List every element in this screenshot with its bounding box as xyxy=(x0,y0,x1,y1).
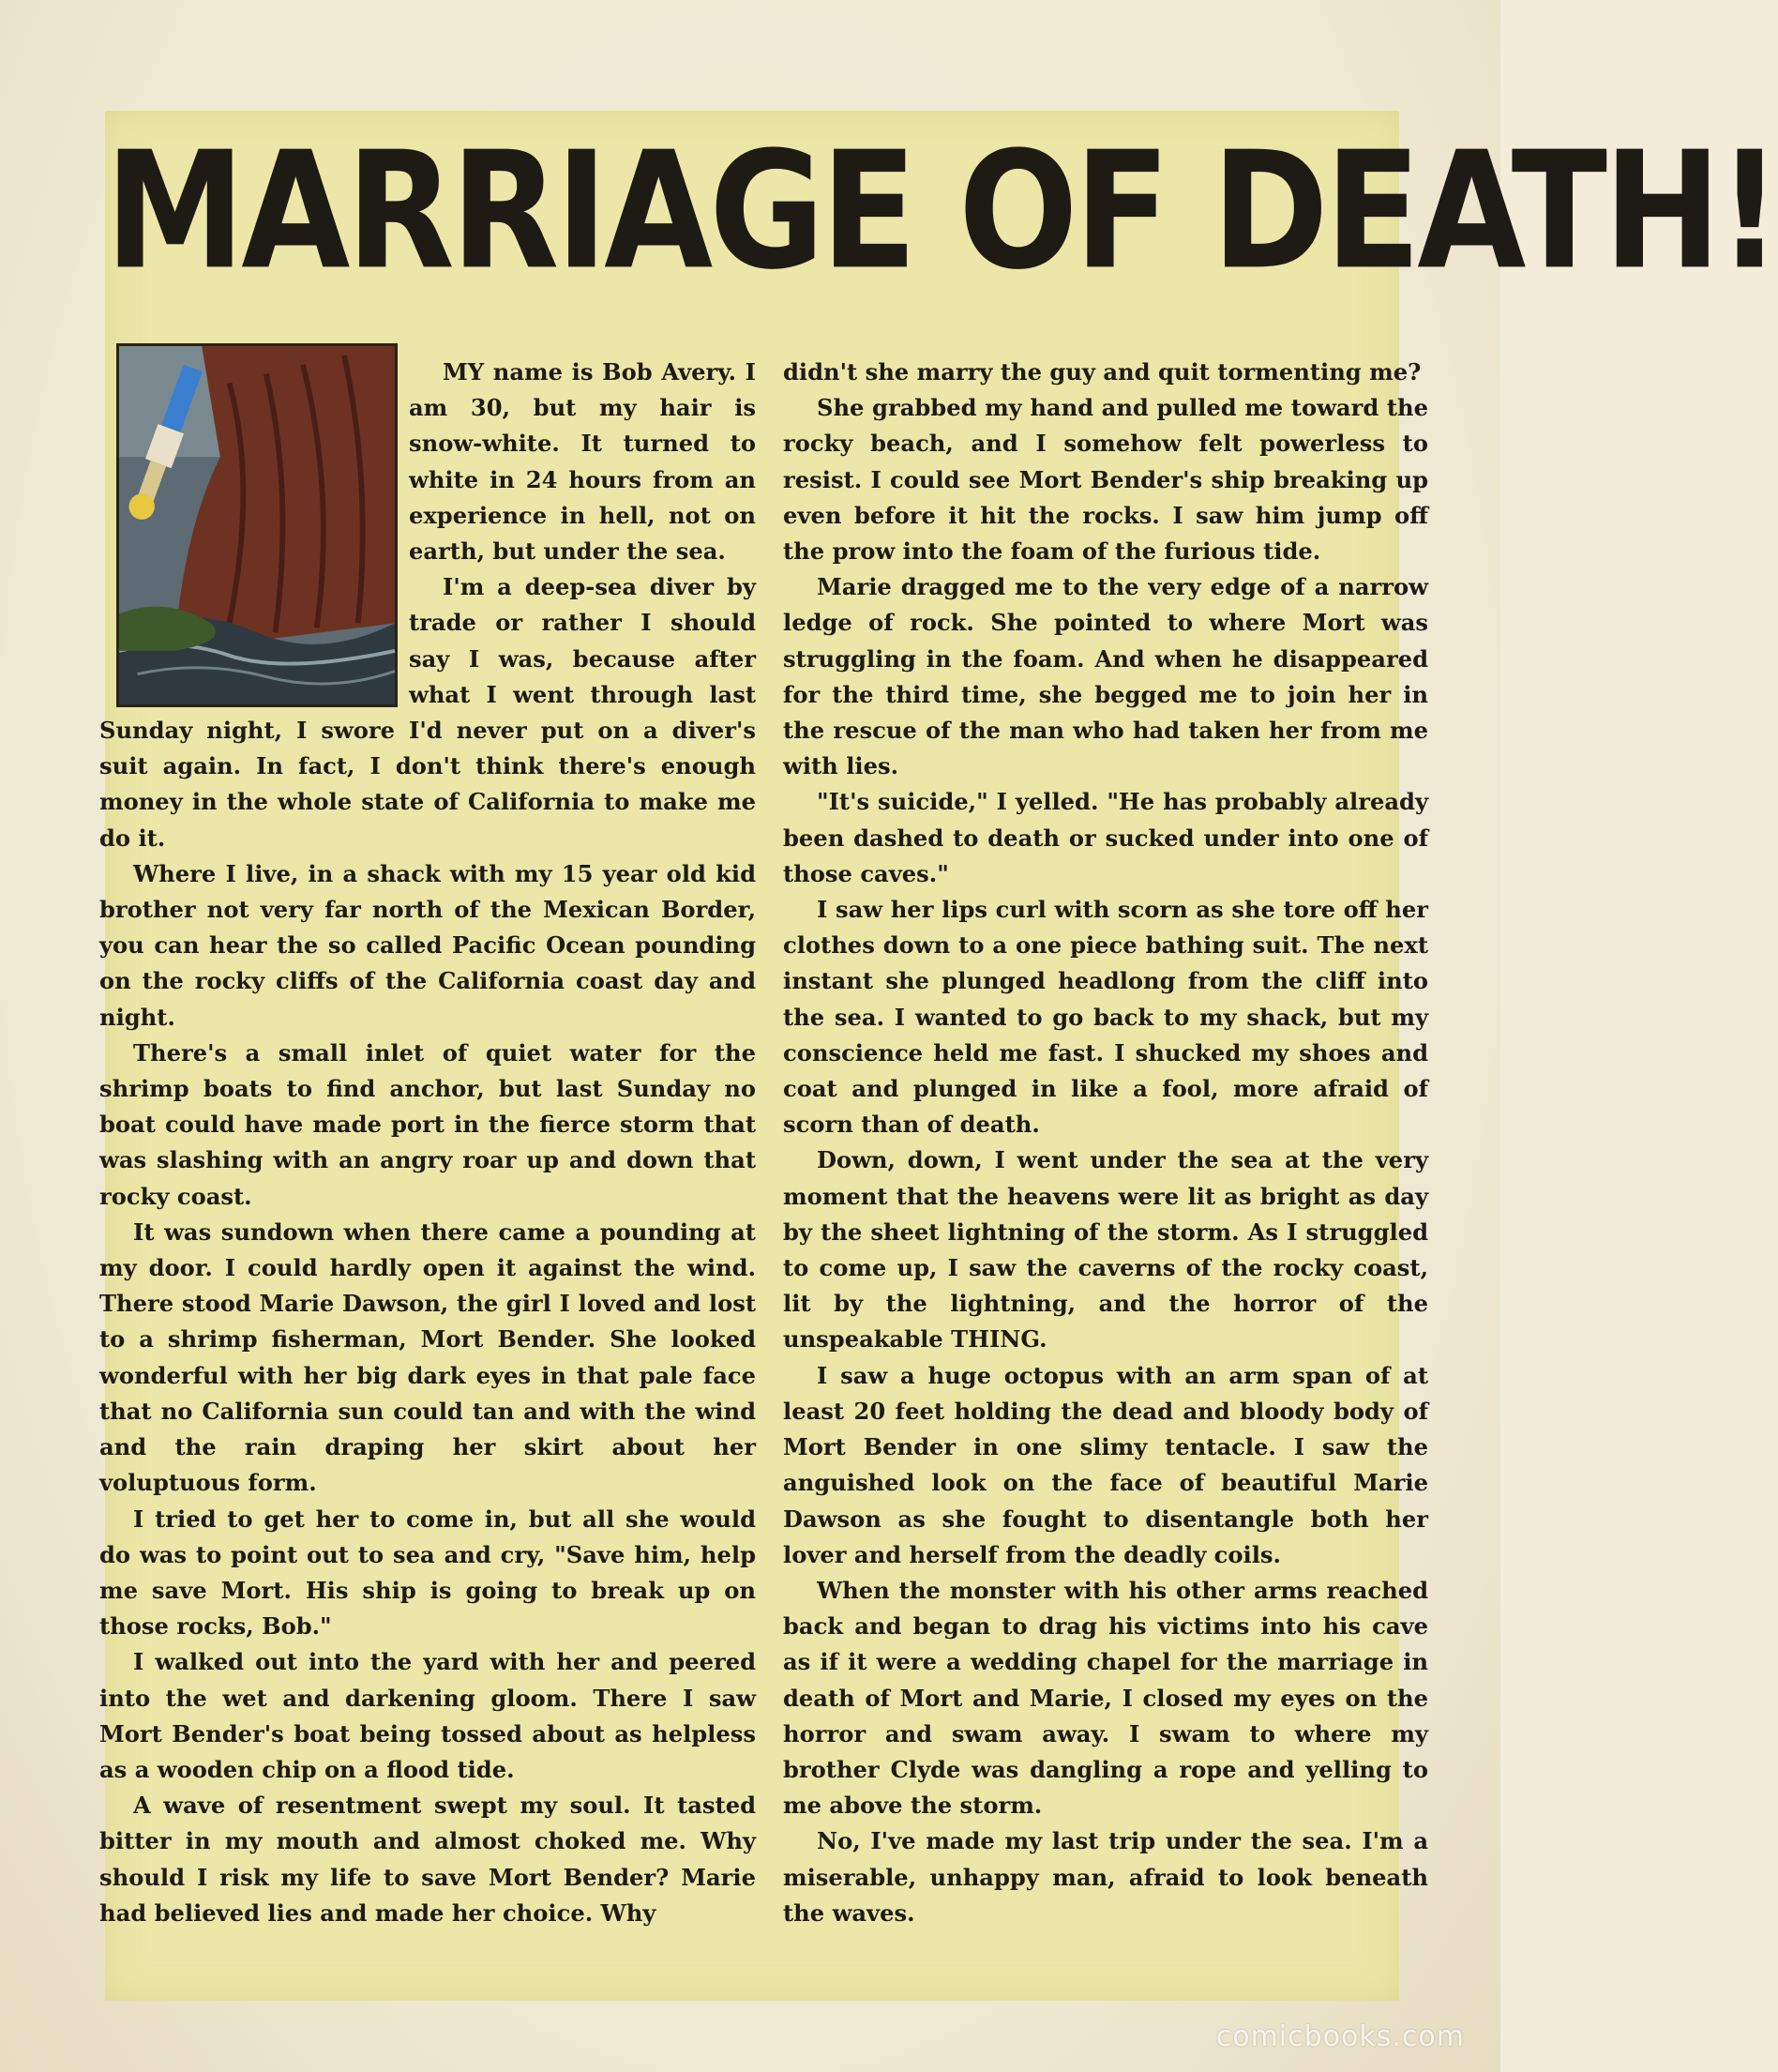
story-paragraph: No, I've made my last trip under the sea. I'm a miserable, unhappy man, afraid to look beneath the waves. xyxy=(783,1827,1428,1927)
story-paragraph: I saw her lips curl with scorn as she tore off her clothes down to a one piece bathing suit. The next instant she plunged headlong from the cliff into the sea. I wanted to go back to my shack, but my conscience held me fast. I shucked my shoes and coat and plunged in like a fool, more afraid of scorn than of death. xyxy=(783,896,1428,1139)
story-paragraph: A wave of resentment swept my soul. It tasted bitter in my mouth and almost choked me. Why should I risk my life to save Mort Bender? Marie had believed lies and made her choice. Why xyxy=(99,1792,756,1927)
left-text-column xyxy=(99,355,756,1931)
story-paragraph: Marie dragged me to the very edge of a narrow ledge of rock. She pointed to where Mort was struggling in the foam. And when he disappeared for the third time, she begged me to join her in the rescue of the man who had taken her from me with lies. xyxy=(783,573,1428,780)
story-paragraph: didn't she marry the guy and quit tormenting me? xyxy=(783,358,1422,386)
story-paragraph: Down, down, I went under the sea at the very moment that the heavens were lit as bright as day by the sheet lightning of the storm. As I struggled to come up, I saw the caverns of the rocky coast, lit by the lightning, and the horror of the unspeakable THING. xyxy=(783,1146,1428,1354)
story-paragraph: MY name is Bob Avery. I am 30, but my hair is snow-white. It turned to white in 24 hours from an experience in hell, not on earth, but under the sea. xyxy=(409,358,756,566)
story-paragraph: She grabbed my hand and pulled me toward the rocky beach, and I somehow felt powerless to resist. I could see Mort Bender's ship breaking up even before it hit the rocks. I saw him jump off the prow into the foam of the furious tide. xyxy=(783,394,1428,566)
story-paragraph: I walked out into the yard with her and peered into the wet and darkening gloom. There I saw Mort Bender's boat being tossed about as helpless as a wooden chip on a flood tide. xyxy=(99,1648,756,1783)
story-paragraph: "It's suicide," I yelled. "He has probably already been dashed to death or sucked under into one of those caves." xyxy=(783,788,1428,887)
story-paragraph: I'm a deep-sea diver by trade or rather I should say I was, because after what I went through last Sunday night, I swore I'd never put on a diver's suit again. In fact, I don't think there's enough money in the whole state of California to make me do it. xyxy=(99,573,756,852)
story-paragraph: I tried to get her to come in, but all she would do was to point out to sea and cry, "Save him, help me save Mort. His ship is going to break up on those rocks, Bob." xyxy=(99,1505,756,1641)
right-text-column xyxy=(783,355,1428,1931)
story-paragraph: When the monster with his other arms reached back and began to drag his victims into his cave as if it were a wedding chapel for the marriage in death of Mort and Marie, I closed my eyes on the horror and swam away. I swam to where my brother Clyde was dangling a rope and yelling to me above the storm. xyxy=(783,1576,1428,1820)
story-paragraph: It was sundown when there came a pounding at my door. I could hardly open it against the wind. There stood Marie Dawson, the girl I loved and lost to a shrimp fisherman, Mort Bender. She looked wonderful with her big dark eyes in that pale face that no California sun could tan and with the wind and the rain draping her skirt about her voluptuous form. xyxy=(99,1217,756,1497)
site-watermark: comicbooks.com xyxy=(1215,2020,1465,2053)
illustration-wrap-space xyxy=(99,355,409,713)
story-paragraph: Where I live, in a shack with my 15 year old kid brother not very far north of the Mexican Border, you can hear the so called Pacific Ocean pounding on the rocky cliffs of the California coast day and night. xyxy=(99,859,756,1031)
story-title: MARRIAGE OF DEATH! xyxy=(105,117,1778,306)
story-paragraph: I saw a huge octopus with an arm span of at least 20 feet holding the dead and bloody body of Mort Bender in one slimy tentacle. I saw the anguished look on the face of beautiful Marie Dawson as she fought to disentangle both her lover and herself from the deadly coils. xyxy=(783,1361,1428,1568)
story-paragraph: There's a small inlet of quiet water for the shrimp boats to find anchor, but last Sunday no boat could have made port in the fierce storm that was slashing with an angry roar up and down that rocky coast. xyxy=(99,1038,756,1210)
